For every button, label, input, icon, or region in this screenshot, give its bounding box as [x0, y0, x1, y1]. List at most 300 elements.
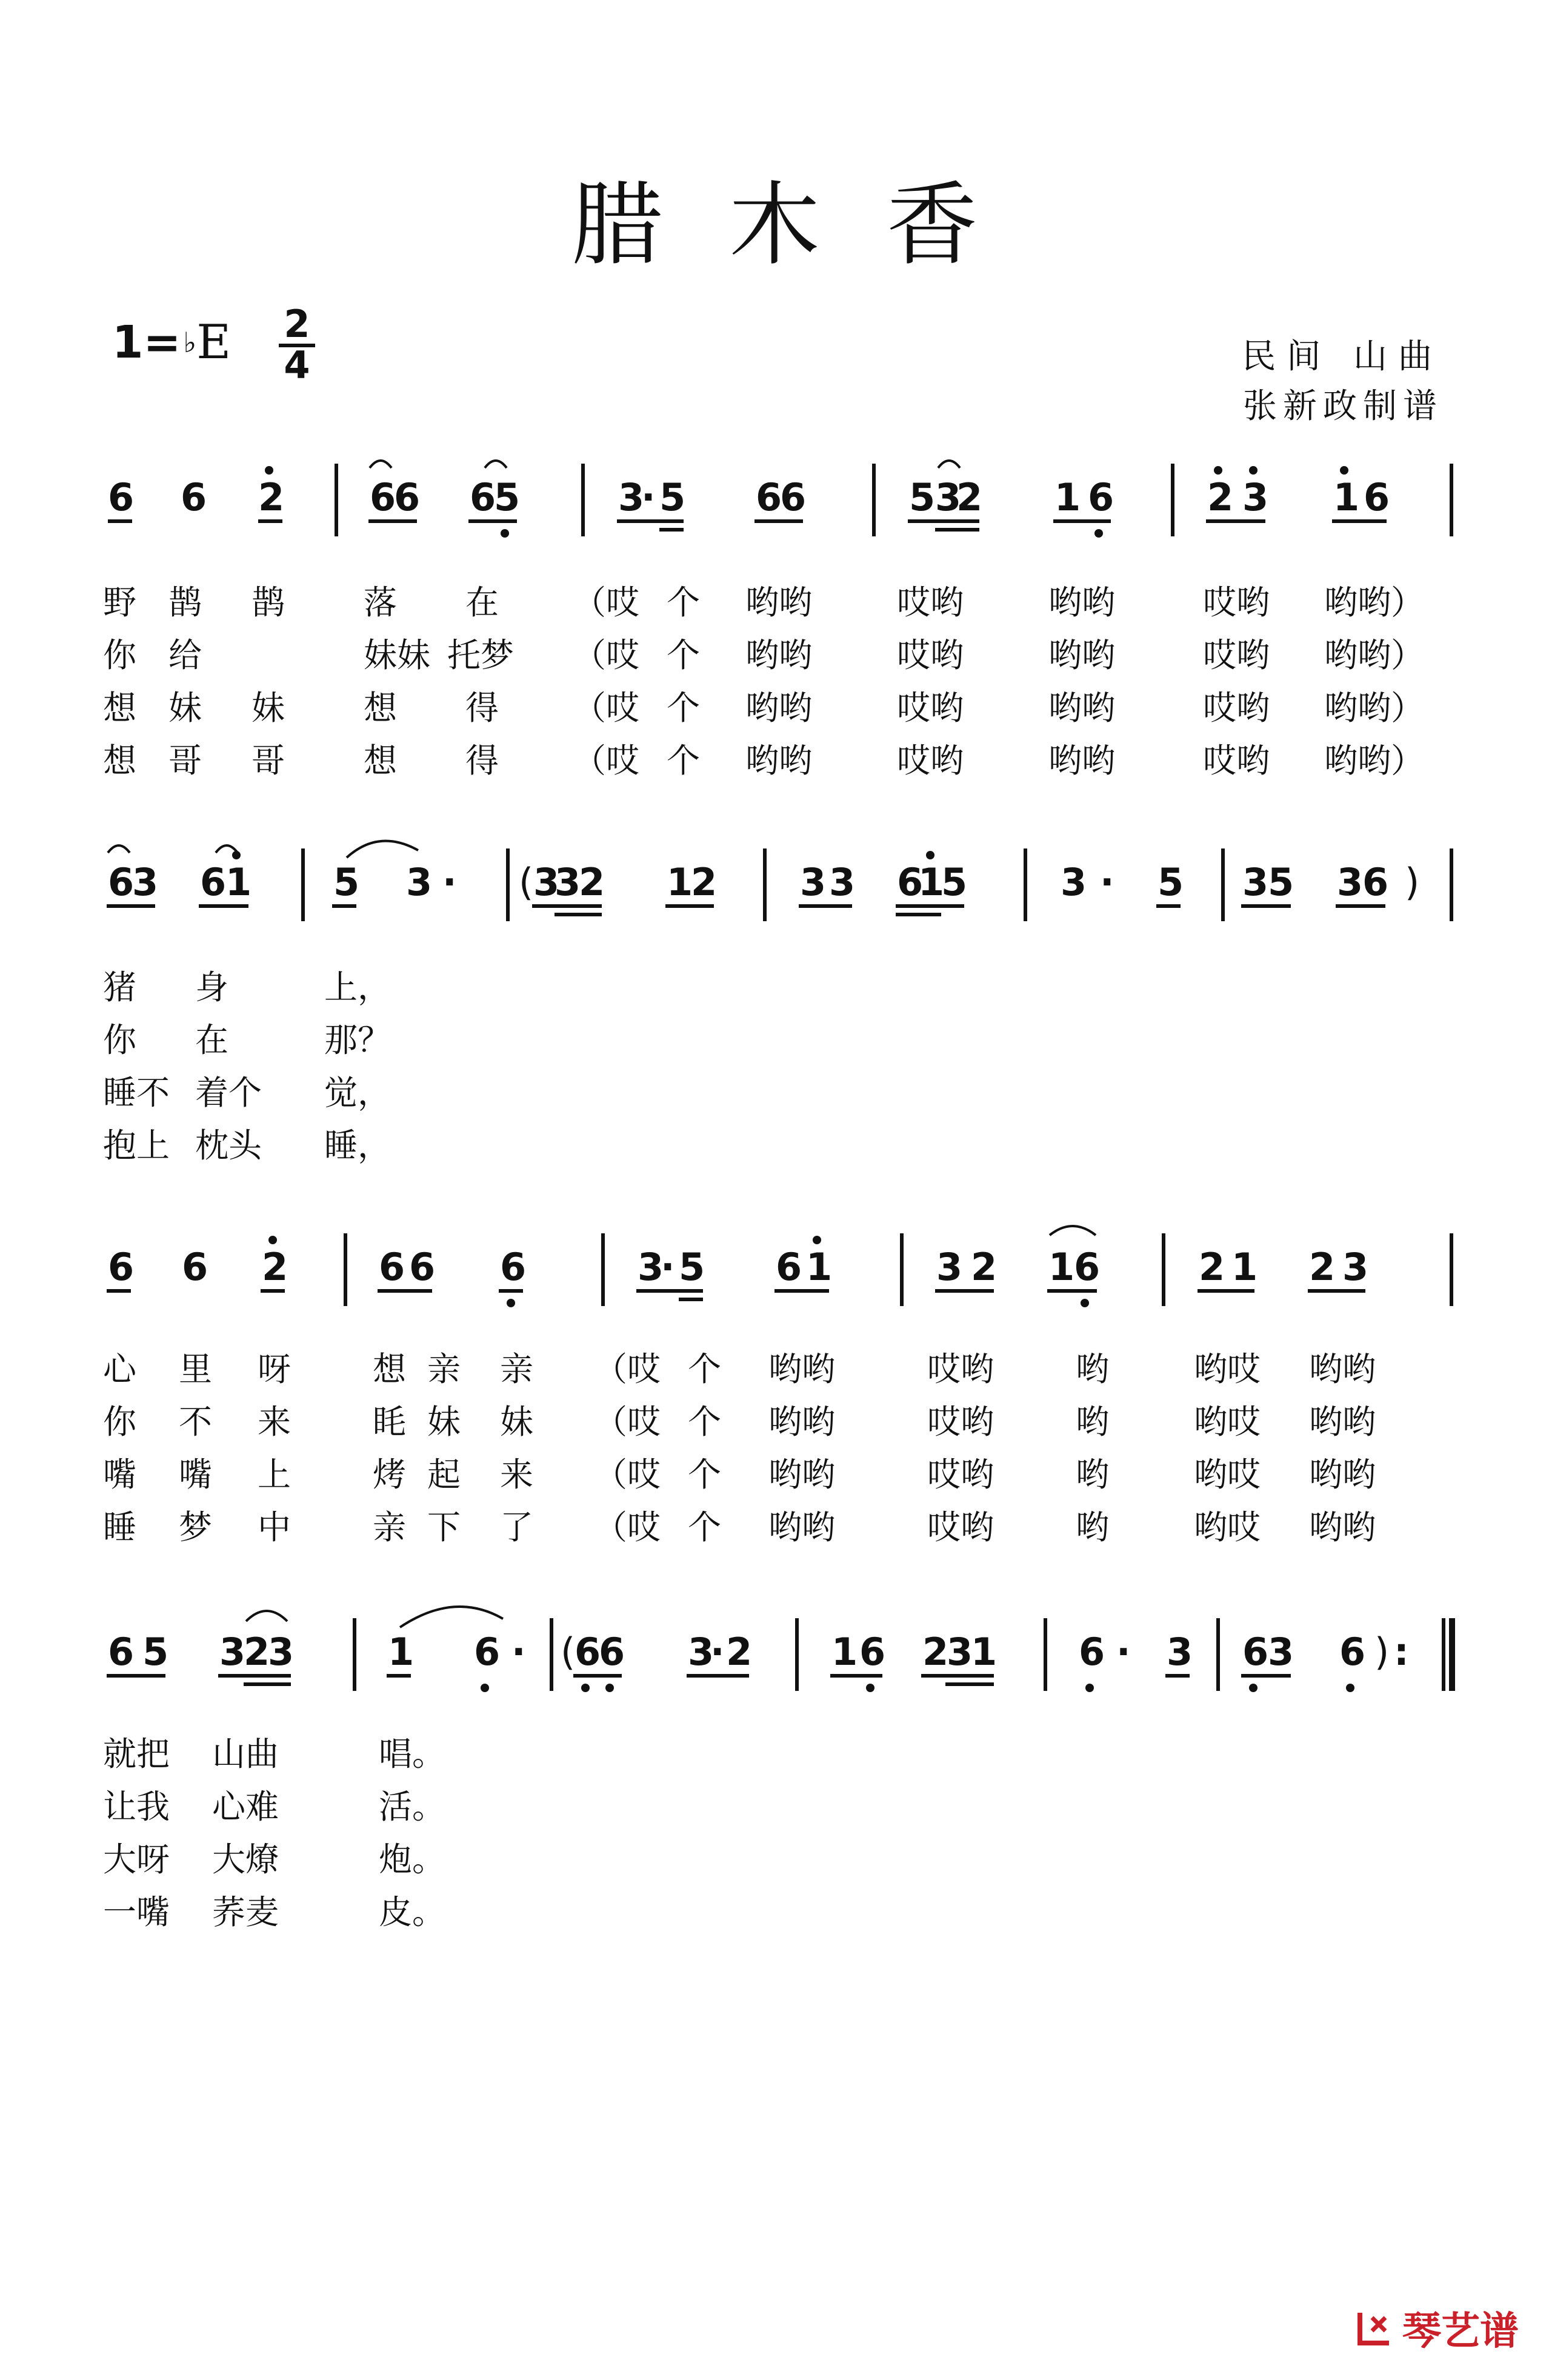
measure-1: [108, 1630, 294, 1674]
note: 6: [1362, 860, 1389, 904]
lyric: 妹妹: [364, 636, 431, 675]
lyric-verse-1: [103, 576, 1454, 628]
lyric: （哎: [573, 583, 640, 622]
lyric: 哟哎: [1194, 1350, 1261, 1388]
lyric: 个: [667, 688, 701, 727]
lyric-verse-3: [103, 1066, 1454, 1119]
measure-4: [831, 1630, 997, 1674]
qinyipu-logo-icon: [1354, 2307, 1396, 2349]
octave-dot: [866, 1684, 874, 1692]
lyric: 大燎: [212, 1840, 279, 1879]
lyric-verse-3: [103, 1448, 1454, 1501]
note: ·: [1116, 1630, 1131, 1674]
lyric: 妹: [252, 688, 285, 727]
note: 5: [679, 1245, 705, 1289]
measure-3: [638, 1245, 832, 1289]
note: 2: [691, 860, 718, 904]
lyric: （哎: [594, 1402, 661, 1441]
measure-2: [379, 1245, 526, 1289]
notation-row-1-svg: [103, 436, 1454, 564]
octave-dot: [1085, 1684, 1094, 1692]
octave-dot: [1340, 466, 1348, 475]
measure-4: [800, 860, 967, 904]
lyric: 猪: [103, 968, 137, 1007]
octave-dot: [605, 1684, 614, 1692]
note: 2: [1199, 1245, 1225, 1289]
lyric-verse-2: [103, 1395, 1454, 1448]
note: 6: [897, 860, 924, 904]
note: 3: [829, 860, 856, 904]
lyric: 心: [103, 1350, 137, 1388]
lyric: （哎: [594, 1455, 661, 1494]
lyric: 哟哎: [1194, 1402, 1261, 1441]
note: 3: [132, 860, 159, 904]
note: 2: [956, 475, 983, 519]
lyric: 哟哟: [1048, 583, 1116, 622]
lyric: 哥: [252, 741, 285, 780]
lyric: 哎哟: [897, 741, 964, 780]
key-prefix: 1=: [112, 316, 181, 368]
lyric: 哎哟: [927, 1402, 994, 1441]
measure-2: [370, 475, 520, 519]
measure-2: [388, 1630, 526, 1674]
slur: [246, 1611, 287, 1621]
note: 1: [831, 1630, 858, 1674]
lyric-verse-4: [103, 734, 1454, 787]
lyric: 想: [364, 741, 398, 780]
lyric: 哟哟）: [1324, 583, 1425, 622]
lyric: 你: [103, 1021, 137, 1059]
note: 5: [494, 475, 521, 519]
lyric: 个: [667, 741, 701, 780]
lyric: 在: [195, 1021, 229, 1059]
lyric: 让我: [103, 1787, 170, 1826]
lyric: 睡不: [103, 1073, 170, 1112]
lyric: 哎哟: [897, 636, 964, 675]
note: 2: [579, 860, 605, 904]
note: 6: [500, 1245, 527, 1289]
lyric: 梦: [179, 1508, 213, 1547]
lyric: 哟哟: [1309, 1455, 1376, 1494]
lyric: 哎哟: [1203, 688, 1270, 727]
note: 1: [806, 1245, 833, 1289]
lyric: 哟哎: [1194, 1508, 1261, 1547]
lyric: 炮。: [379, 1840, 446, 1879]
slur: [108, 845, 130, 853]
lyric-verse-3: [103, 1833, 1454, 1885]
note: 6: [575, 1630, 601, 1674]
lyric: 哟哟: [1048, 688, 1116, 727]
lyric: 荞麦: [212, 1893, 279, 1932]
note: (: [519, 860, 534, 904]
lyric: 哟哟: [745, 583, 813, 622]
note: 6: [108, 860, 135, 904]
lyric: （哎: [573, 688, 640, 727]
note: 6: [108, 1630, 135, 1674]
lyric: 亲: [427, 1350, 461, 1388]
lyric-verse-4: [103, 1119, 1454, 1172]
lyric: 亲: [500, 1350, 534, 1388]
slur: [370, 461, 391, 468]
credits: [1242, 332, 1443, 432]
note: :: [1394, 1630, 1409, 1674]
slur: [1050, 1226, 1096, 1235]
lyric: 中: [258, 1508, 291, 1547]
lyric: 哎哟: [1203, 741, 1270, 780]
note: 3: [688, 1630, 715, 1674]
lyric: 亲: [373, 1508, 407, 1547]
measure-1: [108, 1245, 288, 1289]
lyric: 给: [168, 636, 202, 675]
note: 6: [474, 1630, 501, 1674]
note: 1: [667, 860, 693, 904]
note: 1: [1048, 1245, 1075, 1289]
lyric: 心难: [212, 1787, 279, 1826]
lyric: 落: [364, 583, 398, 622]
measure-2: [333, 860, 457, 904]
lyric: 想: [373, 1350, 407, 1388]
note: 6: [394, 475, 421, 519]
lyric: 个: [688, 1508, 722, 1547]
octave-dot: [1094, 529, 1103, 538]
note: 6: [370, 475, 396, 519]
note: 2: [262, 1245, 288, 1289]
octave-dot: [581, 1684, 590, 1692]
lyric: 野: [103, 583, 137, 622]
note: ): [1374, 1630, 1390, 1674]
note: 3: [268, 1630, 295, 1674]
lyric: 哟哟: [768, 1455, 836, 1494]
octave-dot: [265, 466, 273, 475]
note: 6: [379, 1245, 405, 1289]
note: 1: [225, 860, 252, 904]
lyric: 身: [195, 968, 229, 1007]
notation-row-3-svg: [103, 1206, 1454, 1333]
lyric: 哟哟: [1048, 636, 1116, 675]
lyric: 想: [103, 688, 137, 727]
octave-dot: [1249, 1684, 1258, 1692]
note: 6: [409, 1245, 436, 1289]
lyric: 妹: [500, 1402, 534, 1441]
note: 3: [1242, 475, 1269, 519]
lyric: 哟哟: [768, 1350, 836, 1388]
slur: [938, 461, 960, 468]
octave-dot: [1249, 466, 1258, 475]
note: 6: [599, 1630, 625, 1674]
lyric: 活。: [379, 1787, 446, 1826]
lyric: 上，: [324, 968, 391, 1007]
lyrics-row-4: [103, 1727, 1454, 1938]
watermark-text: 琴艺谱: [1402, 2309, 1519, 2354]
lyric: 哥: [168, 741, 202, 780]
lyric: 哎哟: [927, 1455, 994, 1494]
lyric: 来: [258, 1402, 291, 1441]
measure-3: [561, 1630, 752, 1674]
lyric: （哎: [594, 1350, 661, 1388]
lyric: （哎: [573, 741, 640, 780]
lyric: 嘴: [103, 1455, 137, 1494]
time-signature: [279, 302, 315, 387]
lyric: 下: [427, 1508, 461, 1547]
note: 2: [726, 1630, 753, 1674]
lyric: 鹊: [252, 583, 285, 622]
page-title: 腊木香: [571, 173, 1044, 278]
note: 6: [181, 475, 207, 519]
lyric: 呀: [258, 1350, 291, 1388]
lyric: 哎哟: [1203, 636, 1270, 675]
slur: [485, 461, 507, 468]
lyric: 那？: [324, 1021, 391, 1059]
note: 5: [1158, 860, 1184, 904]
measure-1: [108, 475, 284, 519]
lyric: 哟哟: [1309, 1350, 1376, 1388]
key-letter: E: [196, 315, 232, 370]
note: 6: [200, 860, 227, 904]
octave-dot: [1081, 1299, 1089, 1307]
lyric: 哎哟: [897, 583, 964, 622]
key-signature: [112, 315, 231, 370]
measure-5: [1061, 860, 1184, 904]
lyric: 不: [179, 1402, 213, 1441]
octave-dot: [1346, 1684, 1354, 1692]
note: ·: [1100, 860, 1114, 904]
lyric: 哟哟: [745, 636, 813, 675]
lyric: 大呀: [103, 1840, 170, 1879]
lyric: 哟哟）: [1324, 688, 1425, 727]
notation-row-1: [103, 436, 1454, 564]
lyric: 哎哟: [927, 1508, 994, 1547]
lyric-verse-1: [103, 961, 1454, 1013]
lyric: 哟哟: [745, 741, 813, 780]
note: 3: [1061, 860, 1087, 904]
note: 3: [1342, 1245, 1369, 1289]
lyric: 了: [500, 1508, 534, 1547]
lyrics-row-1: [103, 576, 1454, 787]
lyric-verse-1: [103, 1727, 1454, 1780]
note: 5: [941, 860, 968, 904]
note: 2: [258, 475, 285, 519]
note: 3: [555, 860, 581, 904]
note: 3: [618, 475, 645, 519]
note: 2: [244, 1630, 270, 1674]
note: 5: [142, 1630, 169, 1674]
measure-1: [108, 860, 252, 904]
lyric: 唱。: [379, 1735, 446, 1773]
note: ·: [661, 1245, 675, 1289]
note: 6: [182, 1245, 208, 1289]
note: 3: [533, 860, 560, 904]
lyric-verse-2: [103, 1780, 1454, 1833]
note: 2: [1309, 1245, 1336, 1289]
octave-dot: [926, 851, 934, 859]
note: 3: [219, 1630, 246, 1674]
lyric-verse-1: [103, 1342, 1454, 1395]
lyric: 起: [427, 1455, 461, 1494]
lyric-verse-4: [103, 1885, 1454, 1938]
note: ·: [641, 475, 656, 519]
lyric: 妹: [168, 688, 202, 727]
lyric: 眊: [373, 1402, 407, 1441]
notation-row-2-svg: [103, 821, 1454, 948]
lyric: 哟: [1076, 1455, 1110, 1494]
lyric: 就把: [103, 1735, 170, 1773]
note: 6: [1364, 475, 1390, 519]
note: 3: [1167, 1630, 1193, 1674]
lyric: 哟哟）: [1324, 636, 1425, 675]
note: 3: [406, 860, 433, 904]
octave-dot: [501, 529, 509, 538]
lyric: 哎哟: [927, 1350, 994, 1388]
lyric: 在: [465, 583, 499, 622]
octave-dot: [481, 1684, 489, 1692]
note: 6: [470, 475, 496, 519]
note: 6: [756, 475, 782, 519]
lyric: 想: [103, 741, 137, 780]
note: 6: [780, 475, 807, 519]
slur: [400, 1607, 503, 1627]
note: ·: [511, 1630, 526, 1674]
measure-5: [1079, 1630, 1193, 1674]
measure-3: [519, 860, 717, 904]
watermark: [1354, 2300, 1519, 2356]
lyric: 觉，: [324, 1073, 391, 1112]
lyric: 里: [179, 1350, 213, 1388]
lyric: 托梦: [447, 636, 515, 675]
lyric-verse-4: [103, 1501, 1454, 1553]
note: 2: [1207, 475, 1234, 519]
lyric: 山曲: [212, 1735, 279, 1773]
lyric: 枕头: [195, 1126, 262, 1165]
lyric: 一嘴: [103, 1893, 170, 1932]
note: ·: [710, 1630, 725, 1674]
song-origin: 民间 山曲: [1242, 337, 1443, 376]
lyric: 哟哟: [1048, 741, 1116, 780]
note: 1: [1054, 475, 1081, 519]
lyric-verse-3: [103, 681, 1454, 734]
lyric: 皮。: [379, 1893, 446, 1932]
flat-sign: ♭: [183, 326, 197, 359]
note: 6: [1339, 1630, 1366, 1674]
lyric: 烤: [373, 1455, 407, 1494]
lyric: （哎: [594, 1508, 661, 1547]
note: (: [561, 1630, 576, 1674]
lyric: 个: [688, 1350, 722, 1388]
slur: [347, 841, 418, 858]
note: 3: [935, 475, 962, 519]
octave-dot: [813, 1236, 821, 1244]
lyric: 上: [258, 1455, 291, 1494]
lyric-verse-2: [103, 628, 1454, 681]
measure-5: [1199, 1245, 1368, 1289]
note: ): [1405, 860, 1420, 904]
note: 6: [1242, 1630, 1269, 1674]
arranger: 张新政制谱: [1243, 387, 1443, 426]
lyric: 哟哟: [1309, 1508, 1376, 1547]
notation-row-3: [103, 1206, 1454, 1333]
lyric: 鹊: [168, 583, 202, 622]
note: 3: [1337, 860, 1364, 904]
note: 3: [936, 1245, 963, 1289]
octave-dot: [232, 851, 241, 859]
lyric: 哟哎: [1194, 1455, 1261, 1494]
note: 1: [971, 1630, 998, 1674]
note: ·: [442, 860, 457, 904]
lyric: 抱上: [103, 1126, 170, 1165]
note: 3: [800, 860, 827, 904]
measure-6: [1242, 1630, 1409, 1674]
lyric: 哎哟: [1203, 583, 1270, 622]
note: 2: [922, 1630, 949, 1674]
lyric: 哟哟: [768, 1402, 836, 1441]
lyric: 哟哟）: [1324, 741, 1425, 780]
note: 6: [108, 1245, 135, 1289]
lyric: 嘴: [179, 1455, 213, 1494]
lyric: 哟哟: [1309, 1402, 1376, 1441]
lyrics-row-3: [103, 1342, 1454, 1553]
lyric: 哟哟: [745, 688, 813, 727]
time-denominator: 4: [284, 343, 310, 387]
note: 5: [659, 475, 686, 519]
lyric: 个: [688, 1402, 722, 1441]
note: 3: [638, 1245, 664, 1289]
octave-dot: [1214, 466, 1222, 475]
lyric: 你: [103, 636, 137, 675]
note: 3: [1242, 860, 1269, 904]
lyric: 想: [364, 688, 398, 727]
note: 3: [947, 1630, 973, 1674]
lyric: （哎: [573, 636, 640, 675]
measure-6: [1242, 860, 1419, 904]
note: 6: [1074, 1245, 1101, 1289]
octave-dot: [268, 1236, 277, 1244]
measure-3: [618, 475, 806, 519]
note: 6: [1088, 475, 1114, 519]
notation-row-2: [103, 821, 1454, 948]
lyric: 哟: [1076, 1350, 1110, 1388]
note: 5: [909, 475, 936, 519]
note: 1: [1231, 1245, 1258, 1289]
note: 6: [776, 1245, 802, 1289]
note: 1: [388, 1630, 415, 1674]
lyric: 个: [688, 1455, 722, 1494]
measure-4: [936, 1245, 1100, 1289]
measure-5: [1207, 475, 1390, 519]
time-numerator: 2: [279, 306, 315, 347]
note: 2: [971, 1245, 998, 1289]
lyric: 你: [103, 1402, 137, 1441]
lyric: 哟: [1076, 1508, 1110, 1547]
octave-dot: [507, 1299, 515, 1307]
note: 6: [108, 475, 135, 519]
lyric: 睡，: [324, 1126, 391, 1165]
lyric: 得: [465, 688, 499, 727]
note: 1: [1333, 475, 1360, 519]
notation-row-4-svg: [103, 1591, 1454, 1718]
note: 1: [918, 860, 945, 904]
note: 3: [1268, 1630, 1294, 1674]
note: 5: [333, 860, 360, 904]
notation-row-4: [103, 1591, 1454, 1718]
lyric: 个: [667, 636, 701, 675]
lyric: 哎哟: [897, 688, 964, 727]
lyric: 睡: [103, 1508, 137, 1547]
lyric: 个: [667, 583, 701, 622]
lyric: 哟哟: [768, 1508, 836, 1547]
lyric-verse-2: [103, 1013, 1454, 1066]
lyrics-row-2: [103, 961, 1454, 1172]
lyric: 得: [465, 741, 499, 780]
lyric: 着个: [195, 1073, 262, 1112]
